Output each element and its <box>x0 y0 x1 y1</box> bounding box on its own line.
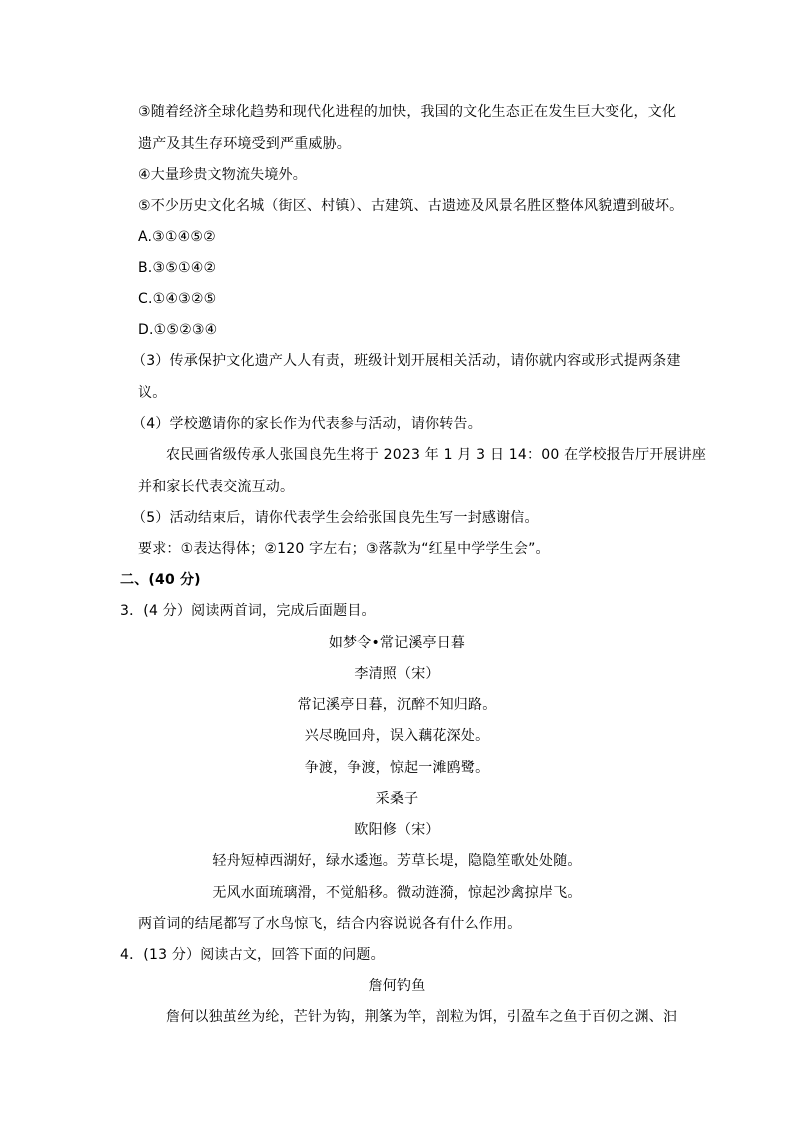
passage-text: 詹何以独茧丝为纶，芒针为钩，荆筿为竿，剖粒为饵，引盈车之鱼于百仞之渊、汩 <box>166 1009 678 1025</box>
question-item-4: 4．(13 分）阅读古文，回答下面的问题。 <box>120 947 385 963</box>
option-b: B.③⑤①④② <box>138 260 217 276</box>
requirements: 要求：①表达得体；②120 字左右；③落款为“红星中学学生会”。 <box>138 541 550 557</box>
poem-author: 李清照（宋） <box>354 666 440 682</box>
option-d: D.①⑤②③④ <box>138 322 218 338</box>
text-line: 遗产及其生存环境受到严重威胁。 <box>138 136 351 152</box>
poem-line: 常记溪亭日暮，沉醉不知归路。 <box>297 697 497 713</box>
text-line: ④大量珍贵文物流失境外。 <box>138 167 307 183</box>
question-4: （4）学校邀请你的家长作为代表参与活动，请你转告。 <box>132 416 482 432</box>
question-3: （3）传承保护文化遗产人人有责，班级计划开展相关活动，请你就内容或形式提两条建 <box>132 353 681 369</box>
poem-line: 无风水面琉璃滑，不觉船移。微动涟漪，惊起沙禽掠岸飞。 <box>212 885 582 901</box>
section-heading: 二、(40 分) <box>120 572 201 588</box>
text-line: 议。 <box>138 385 167 401</box>
poem-line: 争渡，争渡，惊起一滩鸥鹭。 <box>304 760 490 776</box>
option-a: A.③①④⑤② <box>138 229 216 245</box>
text-line: ⑤不少历史文化名城（街区、村镇）、古建筑、古遗迹及风景名胜区整体风貌遭到破坏。 <box>138 198 684 214</box>
poem-title: 采桑子 <box>375 791 419 807</box>
text-line: 并和家长代表交流互动。 <box>138 479 295 495</box>
option-c: C.①④③②⑤ <box>138 291 217 307</box>
question-prompt: 两首词的结尾都写了水鸟惊飞，结合内容说说各有什么作用。 <box>138 916 522 932</box>
poem-title: 如梦令•常记溪亭日暮 <box>328 635 466 651</box>
poem-line: 轻舟短棹西湖好，绿水逶迤。芳草长堤，隐隐笙歌处处随。 <box>212 853 582 869</box>
question-item-3: 3．(4 分）阅读两首词，完成后面题目。 <box>120 603 376 619</box>
text-line: ③随着经济全球化趋势和现代化进程的加快，我国的文化生态正在发生巨大变化，文化 <box>138 104 677 120</box>
poem-line: 兴尽晚回舟，误入藕花深处。 <box>304 728 490 744</box>
passage-title: 詹何钓鱼 <box>368 978 426 994</box>
poem-author: 欧阳修（宋） <box>354 822 440 838</box>
text-line: 农民画省级传承人张国良先生将于 2023 年 1 月 3 日 14：00 在学校报告厅开展讲座 <box>166 447 707 463</box>
question-5: （5）活动结束后，请你代表学生会给张国良先生写一封感谢信。 <box>132 510 539 526</box>
